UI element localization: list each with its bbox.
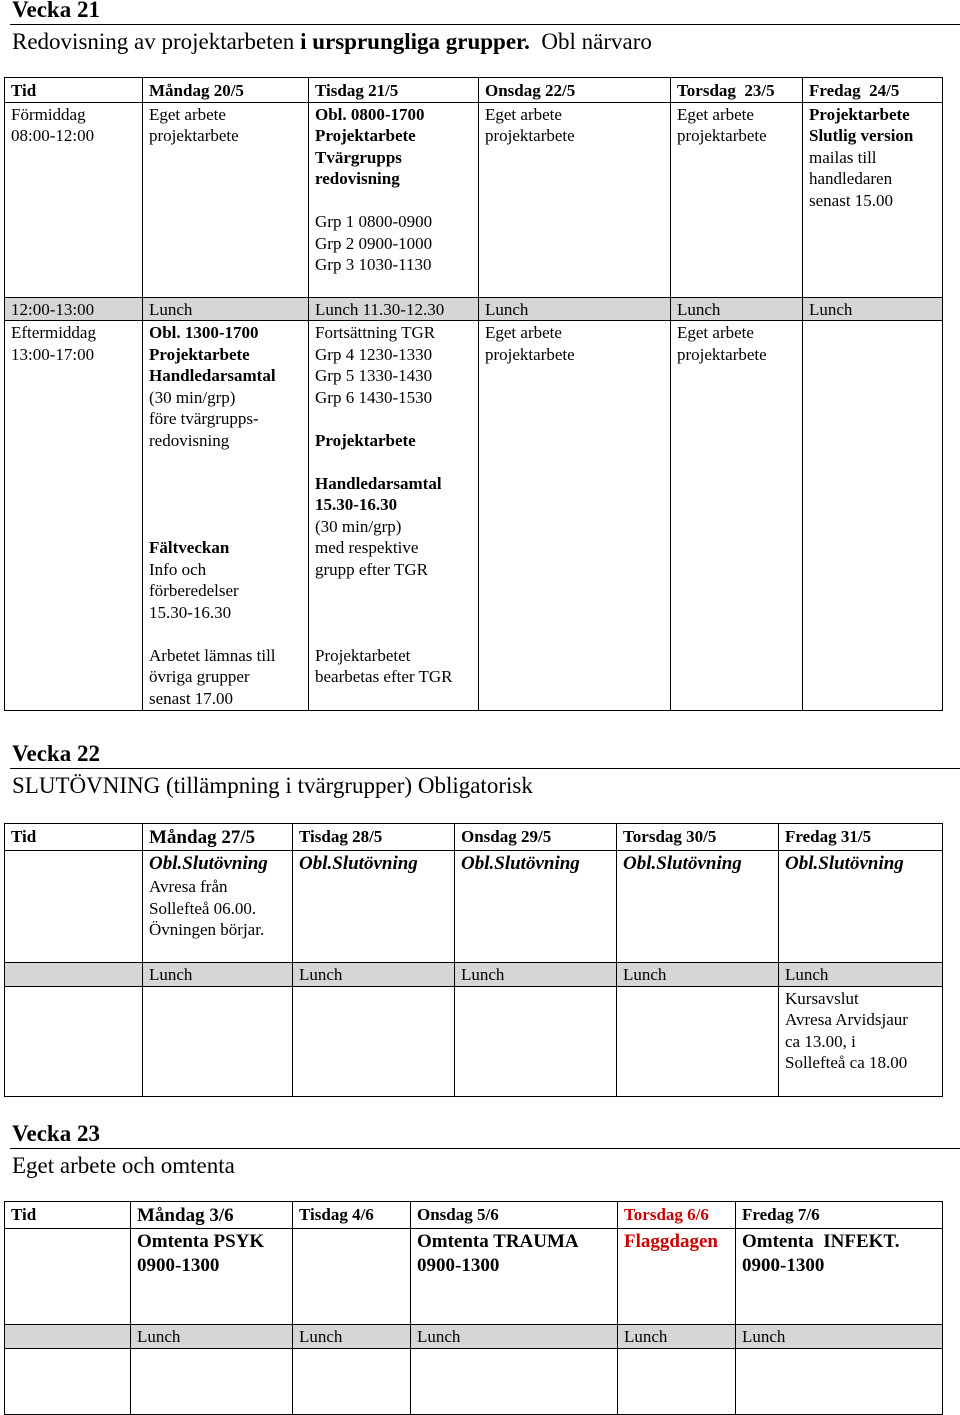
lunch-thursday: Lunch — [618, 1325, 736, 1349]
header-monday: Måndag 3/6 — [131, 1202, 293, 1229]
afternoon-monday-cell — [143, 986, 293, 1096]
afternoon-time-cell — [5, 1348, 131, 1414]
lunch-tuesday: Lunch 11.30-12.30 — [309, 297, 479, 321]
afternoon-tuesday-cell — [293, 986, 455, 1096]
lunch-monday: Lunch — [131, 1325, 293, 1349]
lunch-thursday: Lunch — [671, 297, 803, 321]
header-wednesday: Onsdag 5/6 — [411, 1202, 618, 1229]
afternoon-wednesday-cell — [411, 1348, 618, 1414]
thursday-flagday-cell: Flaggdagen — [618, 1229, 736, 1325]
monday-exercise-cell: Obl.Slutövning Avresa från Sollefteå 06.00. Övningen börjar. — [143, 851, 293, 963]
week-23-title: Vecka 23 — [12, 1121, 100, 1146]
header-friday: Fredag 7/6 — [736, 1202, 943, 1229]
header-thursday: Torsdag 23/5 — [671, 78, 803, 103]
lunch-wednesday: Lunch — [479, 297, 671, 321]
header-friday: Fredag 24/5 — [803, 78, 943, 103]
header-tid: Tid — [5, 1202, 131, 1229]
morning-tuesday-cell: Obl. 0800-1700 Projektarbete Tvärgrupps redovisning Grp 1 0800-0900 Grp 2 0900-1000 Grp 3 1030-1130 — [309, 102, 479, 297]
afternoon-friday-cell — [736, 1348, 943, 1414]
week-22-subtitle: SLUTÖVNING (tillämpning i tvärgrupper) Obligatorisk — [12, 773, 533, 798]
week-23-rule — [10, 1148, 960, 1149]
lunch-tuesday: Lunch — [293, 963, 455, 987]
week-23-schedule — [4, 1201, 943, 1415]
morning-time-cell — [5, 1229, 131, 1325]
week-22-schedule — [4, 823, 943, 1097]
header-wednesday: Onsdag 29/5 — [455, 824, 617, 851]
tuesday-cell — [293, 1229, 411, 1325]
morning-thursday-cell: Eget arbete projektarbete — [671, 102, 803, 297]
morning-time-cell — [5, 851, 143, 963]
morning-monday-cell: Eget arbete projektarbete — [143, 102, 309, 297]
lunch-wednesday: Lunch — [411, 1325, 618, 1349]
lunch-time-cell — [5, 963, 143, 987]
friday-exercise-cell: Obl.Slutövning — [779, 851, 943, 963]
afternoon-time-cell — [5, 986, 143, 1096]
lunch-monday: Lunch — [143, 963, 293, 987]
lunch-time-cell: 12:00-13:00 — [5, 297, 143, 321]
header-monday: Måndag 27/5 — [143, 824, 293, 851]
week-22-rule — [10, 768, 960, 769]
week-21-schedule — [4, 77, 943, 711]
morning-friday-cell: Projektarbete Slutlig version mailas till handledaren senast 15.00 — [803, 102, 943, 297]
lunch-friday: Lunch — [803, 297, 943, 321]
header-thursday: Torsdag 6/6 — [618, 1202, 736, 1229]
afternoon-thursday-cell — [618, 1348, 736, 1414]
header-thursday: Torsdag 30/5 — [617, 824, 779, 851]
week-23-subtitle: Eget arbete och omtenta — [12, 1153, 235, 1178]
header-tuesday: Tisdag 4/6 — [293, 1202, 411, 1229]
afternoon-wednesday-cell: Eget arbete projektarbete — [479, 321, 671, 711]
tuesday-exercise-cell: Obl.Slutövning — [293, 851, 455, 963]
lunch-monday: Lunch — [143, 297, 309, 321]
week-21-subtitle: Redovisning av projektarbeten i ursprungliga grupper. Obl närvaro — [12, 29, 652, 54]
header-tid: Tid — [5, 78, 143, 103]
lunch-friday: Lunch — [736, 1325, 943, 1349]
afternoon-tuesday-cell: Fortsättning TGR Grp 4 1230-1330 Grp 5 1330-1430 Grp 6 1430-1530 Projektarbete Handledarsamtal 15.30-16.30 (30 min/grp) med respektive grupp efter TGR Projektarbetet bearbetas efter TGR — [309, 321, 479, 711]
header-monday: Måndag 20/5 — [143, 78, 309, 103]
header-tuesday: Tisdag 21/5 — [309, 78, 479, 103]
afternoon-monday-cell — [131, 1348, 293, 1414]
monday-omtenta-cell: Omtenta PSYK 0900-1300 — [131, 1229, 293, 1325]
week-21-title: Vecka 21 — [12, 0, 100, 22]
week-22-title: Vecka 22 — [12, 741, 100, 766]
afternoon-wednesday-cell — [455, 986, 617, 1096]
wednesday-exercise-cell: Obl.Slutövning — [455, 851, 617, 963]
afternoon-tuesday-cell — [293, 1348, 411, 1414]
lunch-wednesday: Lunch — [455, 963, 617, 987]
lunch-time-cell — [5, 1325, 131, 1349]
lunch-thursday: Lunch — [617, 963, 779, 987]
friday-omtenta-cell: Omtenta INFEKT. 0900-1300 — [736, 1229, 943, 1325]
afternoon-thursday-cell: Eget arbete projektarbete — [671, 321, 803, 711]
header-tuesday: Tisdag 28/5 — [293, 824, 455, 851]
afternoon-friday-cell — [803, 321, 943, 711]
thursday-exercise-cell: Obl.Slutövning — [617, 851, 779, 963]
afternoon-friday-cell: Kursavslut Avresa Arvidsjaur ca 13.00, i Sollefteå ca 18.00 — [779, 986, 943, 1096]
morning-wednesday-cell: Eget arbete projektarbete — [479, 102, 671, 297]
morning-time-cell: Förmiddag 08:00-12:00 — [5, 102, 143, 297]
wednesday-omtenta-cell: Omtenta TRAUMA 0900-1300 — [411, 1229, 618, 1325]
afternoon-monday-cell: Obl. 1300-1700 Projektarbete Handledarsamtal (30 min/grp) före tvärgrupps- redovisning Fältveckan Info och förberedelser 15.30-16.30 Arbetet lämnas till övriga grupper senast 17.00 — [143, 321, 309, 711]
afternoon-time-cell: Eftermiddag 13:00-17:00 — [5, 321, 143, 711]
header-tid: Tid — [5, 824, 143, 851]
lunch-tuesday: Lunch — [293, 1325, 411, 1349]
week-21-rule — [10, 24, 960, 25]
header-wednesday: Onsdag 22/5 — [479, 78, 671, 103]
lunch-friday: Lunch — [779, 963, 943, 987]
header-friday: Fredag 31/5 — [779, 824, 943, 851]
afternoon-thursday-cell — [617, 986, 779, 1096]
